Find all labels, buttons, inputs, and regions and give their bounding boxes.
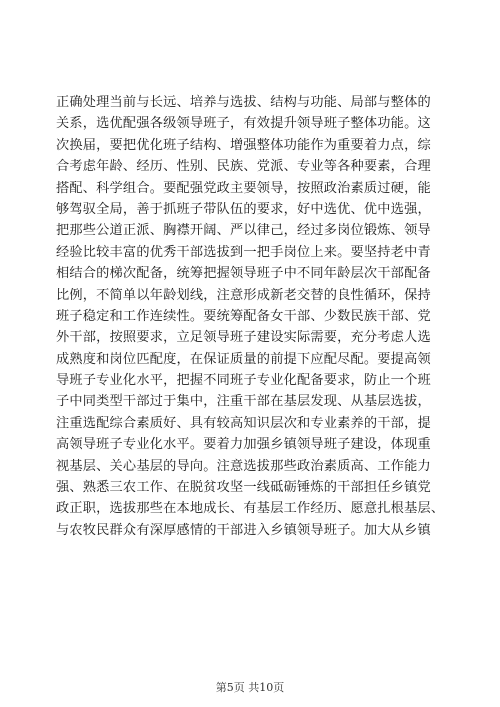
text-line: 高领导班子专业化水平。要着力加强乡镇领导班子建设，体现重	[56, 437, 431, 453]
text-line: 政正职，选拔那些在本地成长、有基层工作经历、愿意扎根基层、	[56, 501, 445, 517]
text-line: 外干部，按照要求，立足领导班子建设实际需要，充分考虑人选	[56, 330, 431, 346]
text-line: 关系，选优配强各级领导班子，有效提升领导班子整体功能。这	[56, 116, 431, 132]
text-line: 经验比较丰富的优秀干部选拔到一把手岗位上来。要坚持老中青	[56, 244, 431, 260]
text-line: 成熟度和岗位匹配度，在保证质量的前提下应配尽配。要提高领	[56, 351, 431, 367]
text-line: 与农牧民群众有深厚感情的干部进入乡镇领导班子。加大从乡镇	[56, 522, 431, 538]
text-line: 正确处理当前与长远、培养与选拔、结构与功能、局部与整体的	[56, 95, 431, 110]
text-line: 搭配、科学组合。要配强党政主要领导，按照政治素质过硬，能	[56, 180, 431, 196]
text-line: 强、熟悉三农工作、在脱贫攻坚一线砥砺锤炼的干部担任乡镇党	[56, 480, 431, 496]
text-line: 次换届，要把优化班子结构、增强整体功能作为重要着力点，综	[56, 137, 431, 153]
text-line: 导班子专业化水平，把握不同班子专业化配备要求，防止一个班	[56, 373, 431, 389]
body-text	[56, 92, 448, 541]
text-line: 子中同类型干部过于集中，注重干部在基层发现、从基层选拔，	[56, 394, 431, 410]
page-number-footer: 第5页 共10页	[215, 681, 285, 694]
text-line: 够驾驭全局，善于抓班子带队伍的要求，好中选优、优中选强，	[56, 201, 431, 217]
text-line: 注重选配综合素质好、具有较高知识层次和专业素养的干部，提	[56, 415, 431, 431]
text-line: 相结合的梯次配备，统筹把握领导班子中不同年龄层次干部配备	[56, 266, 431, 282]
text-line: 把那些公道正派、胸襟开阔、严以律己，经过多岗位锻炼、领导	[56, 223, 431, 239]
text-line: 比例，不简单以年龄划线，注意形成新老交替的良性循环，保持	[56, 287, 431, 303]
text-line: 合考虑年龄、经历、性别、民族、党派、专业等各种要素，合理	[56, 159, 431, 175]
text-line: 视基层、关心基层的导向。注意选拔那些政治素质高、工作能力	[56, 458, 431, 474]
text-line: 班子稳定和工作连续性。要统筹配备女干部、少数民族干部、党	[56, 308, 431, 324]
